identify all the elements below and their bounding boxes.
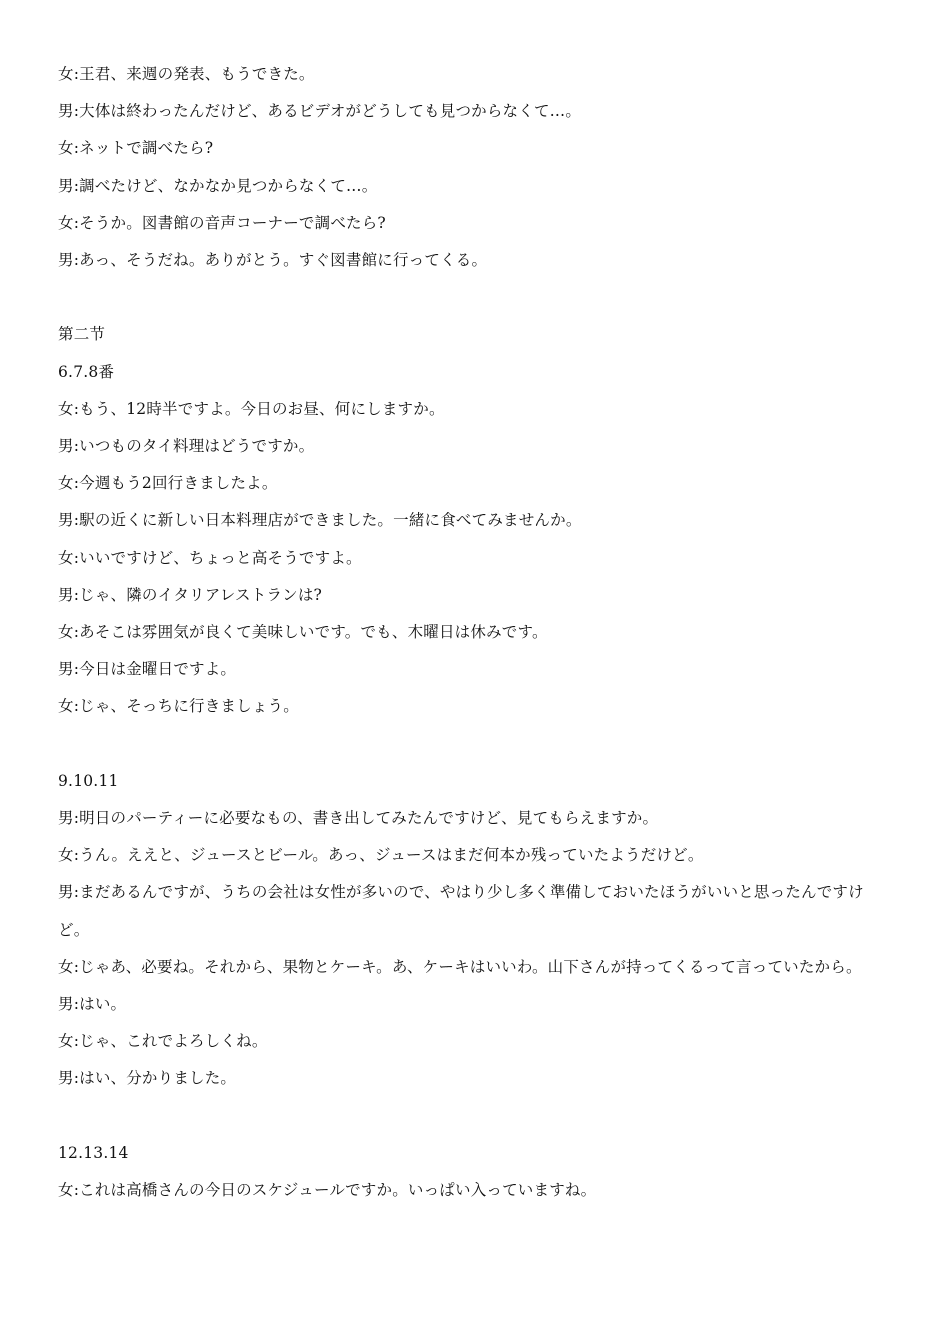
blank-line bbox=[58, 279, 892, 316]
dialogue-line: 女:じゃ、そっちに行きましょう。 bbox=[58, 697, 299, 716]
dialogue-line: 男:大体は終わったんだけど、あるビデオがどうしても見つからなくて…。 bbox=[58, 102, 582, 121]
dialogue-line: 女:王君、来週の発表、もうできた。 bbox=[58, 65, 315, 83]
question-numbers: 6.7.8番 bbox=[58, 362, 115, 381]
dialogue-line: 男:はい、分かりました。 bbox=[58, 1069, 237, 1088]
dialogue-section-1 bbox=[58, 56, 892, 279]
dialogue-line: 男:明日のパーティーに必要なもの、書き出してみたんですけど、見てもらえますか。 bbox=[58, 809, 659, 828]
dialogue-line: 男:駅の近くに新しい日本料理店ができました。一緒に食べてみませんか。 bbox=[58, 511, 582, 530]
question-numbers: 9.10.11 bbox=[58, 771, 119, 790]
section-heading: 第二节 bbox=[58, 325, 106, 344]
dialogue-line: 男:いつものタイ料理はどうですか。 bbox=[58, 437, 315, 456]
dialogue-line: 女:じゃ、これでよろしくね。 bbox=[58, 1032, 268, 1051]
dialogue-line: 女:今週もう2回行きましたよ。 bbox=[58, 474, 278, 493]
dialogue-line: 男:調べたけど、なかなか見つからなくて…。 bbox=[58, 176, 378, 195]
dialogue-section-4 bbox=[58, 1135, 892, 1209]
blank-line bbox=[58, 726, 892, 763]
dialogue-line: 女:いいですけど、ちょっと高そうですよ。 bbox=[58, 548, 362, 567]
dialogue-line: 男:はい。 bbox=[58, 995, 127, 1014]
dialogue-section-2 bbox=[58, 316, 892, 725]
question-numbers: 12.13.14 bbox=[58, 1143, 129, 1162]
dialogue-line: 女:じゃあ、必要ね。それから、果物とケーキ。あ、ケーキはいいわ。山下さんが持ってくるって言っていたから。 bbox=[58, 957, 862, 976]
dialogue-line: 女:これは高橋さんの今日のスケジュールですか。いっぱい入っていますね。 bbox=[58, 1181, 597, 1200]
dialogue-line: 女:もう、12時半ですよ。今日のお昼、何にしますか。 bbox=[58, 399, 445, 418]
dialogue-line: 女:そうか。図書館の音声コーナーで調べたら? bbox=[58, 213, 386, 232]
dialogue-line: 女:うん。ええと、ジュースとビール。あっ、ジュースはまだ何本か残っていたようだけど。 bbox=[58, 846, 704, 865]
blank-line bbox=[58, 1098, 892, 1135]
dialogue-line: 男:今日は金曜日ですよ。 bbox=[58, 660, 237, 679]
dialogue-line: 女:あそこは雰囲気が良くて美味しいです。でも、木曜日は休みです。 bbox=[58, 623, 548, 642]
dialogue-line: 男:まだあるんですが、うちの会社は女性が多いので、やはり少し多く準備しておいたほうがいいと思ったんですけど。 bbox=[58, 883, 864, 939]
dialogue-line: 男:じゃ、隣のイタリアレストランは? bbox=[58, 585, 323, 604]
dialogue-section-3 bbox=[58, 763, 892, 1098]
dialogue-line: 女:ネットで調べたら? bbox=[58, 139, 214, 158]
dialogue-line: 男:あっ、そうだね。ありがとう。すぐ図書館に行ってくる。 bbox=[58, 251, 488, 270]
